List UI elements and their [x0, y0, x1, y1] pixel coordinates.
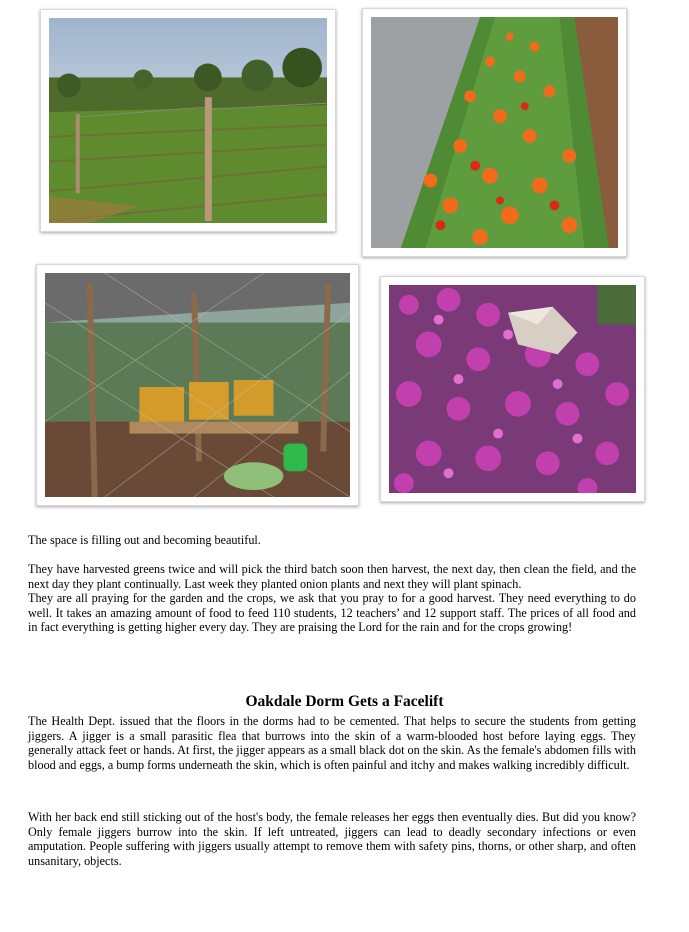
- pink-flower-bed-image: [389, 285, 636, 493]
- beehive-enclosure-image: [45, 273, 350, 497]
- article-dorm: [28, 714, 636, 772]
- dorm-article-title: Oakdale Dorm Gets a Facelift: [245, 693, 444, 710]
- photo-pink-flower-bed: [380, 276, 645, 502]
- dorm-jigger-paragraph: The Health Dept. issued that the floors in the dorms had to be cemented. That helps to secure the students from getting jiggers. A jigger is a small parasitic flea that burrows into the skin of a warm-blooded host before laying eggs. They generally attack feet or hands. At first, the jigger appears as a small black dot on the skin. As the female's abdomen fills with blood and eggs, a bump forms underneath the skin, which is often painful and itchy and makes walking incredibly difficult.: [28, 714, 636, 772]
- garden-prayer-paragraph: They are all praying for the garden and the crops, we ask that you pray to for a good harvest. They need everything to do well. It takes an amazing amount of food to feed 110 students, 12 teachers’ and 12 support staff. The prices of all food and in fact everything is getting higher every day. They are praising the Lord for the rain and for the crops growing!: [28, 591, 636, 635]
- photo-vegetable-field: [40, 9, 336, 232]
- article-garden: [28, 533, 636, 548]
- marigold-row-image: [371, 17, 618, 248]
- article-garden-body: [28, 562, 636, 635]
- photo-beehive-enclosure: [36, 264, 359, 506]
- vegetable-field-image: [49, 18, 327, 223]
- article-dorm-continued: [28, 810, 636, 868]
- dorm-female-jigger-paragraph: With her back end still sticking out of the host's body, the female releases her eggs then eventually dies. But did you know? Only female jiggers burrow into the skin. If left untreated, jiggers can lead to deadly secondary infections or even amputation. People suffering with jiggers usually attempt to remove them with safety pins, thorns, or other sharp, and often unsanitary, objects.: [28, 810, 636, 868]
- photo-marigold-row: [362, 8, 627, 257]
- garden-intro-paragraph: The space is filling out and becoming beautiful.: [28, 533, 261, 547]
- garden-harvest-paragraph: They have harvested greens twice and will pick the third batch soon then harvest, the next day, then clean the field, and the next day they plant continually. Last week they planted onion plants and next they will plant spinach.: [28, 562, 636, 591]
